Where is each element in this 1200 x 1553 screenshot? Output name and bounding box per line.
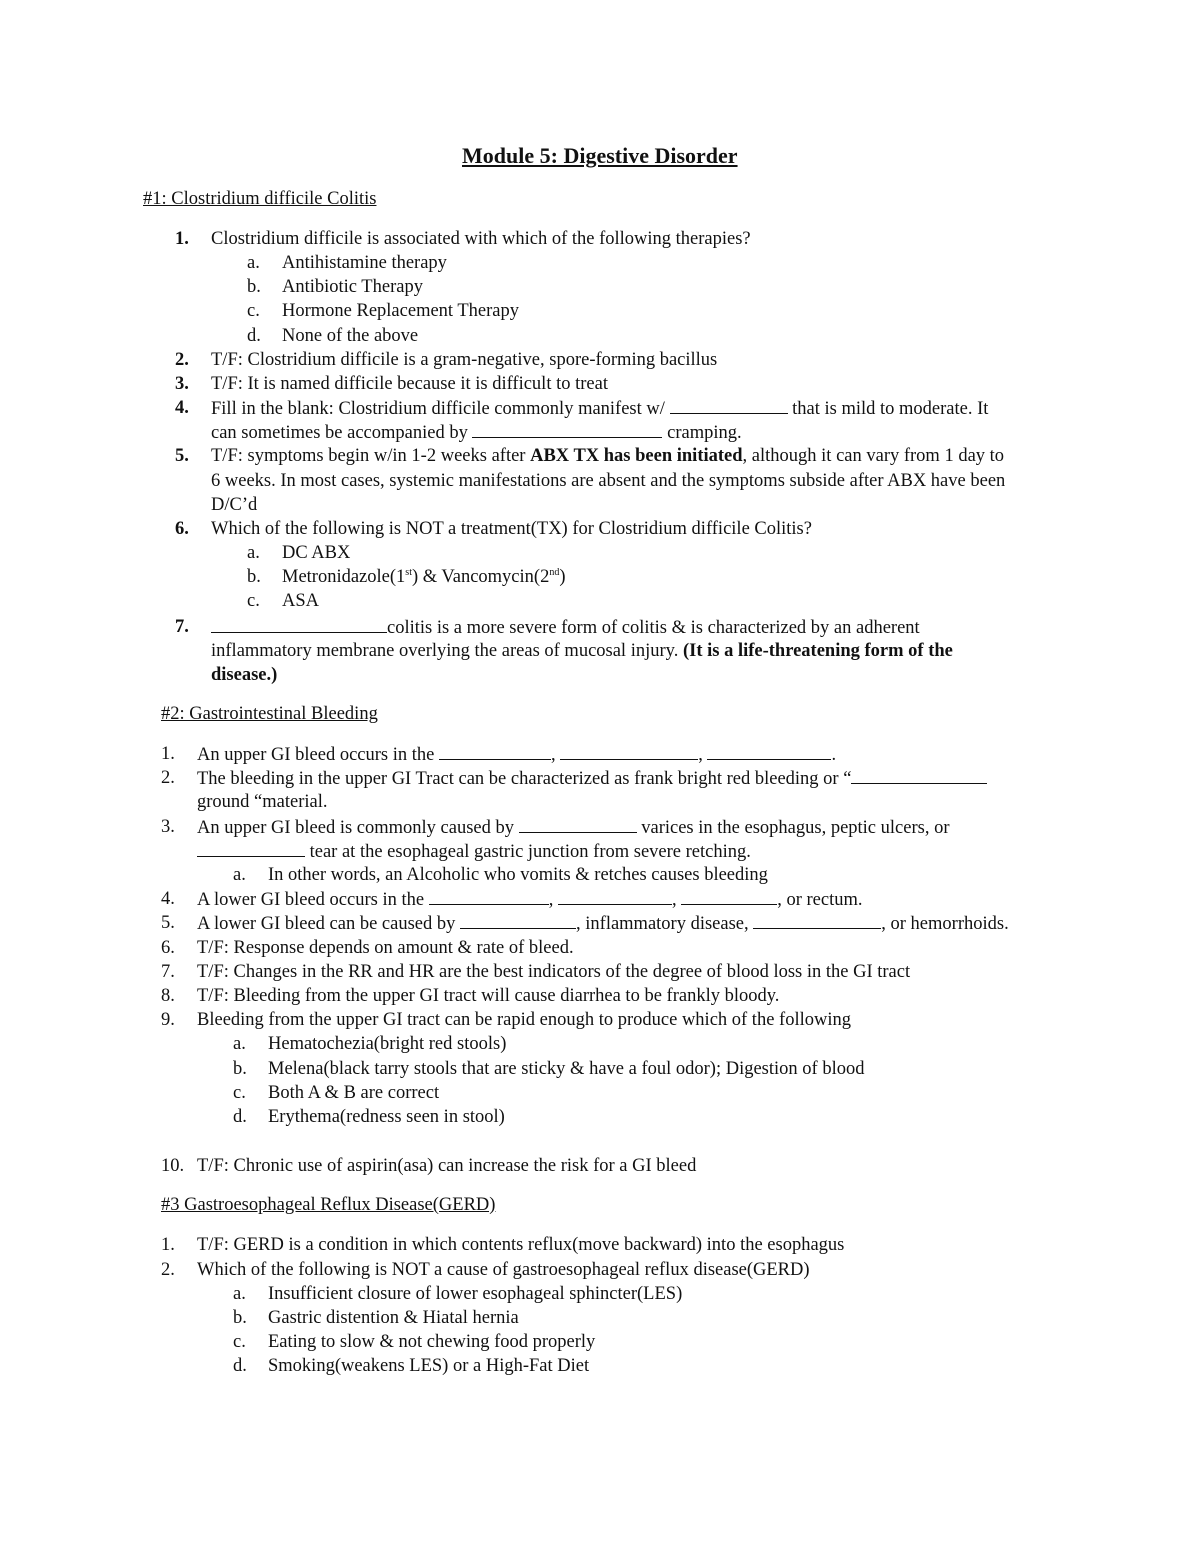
question-number: 7. (175, 617, 189, 637)
question-text: Clostridium difficile is associated with which of the following therapies? (211, 229, 751, 249)
option-text: Insufficient closure of lower esophageal sphincter(LES) (268, 1284, 683, 1304)
question-text: A lower GI bleed occurs in the , , , or rectum. (197, 887, 862, 912)
question-number: 7. (161, 962, 175, 982)
option-letter: a. (233, 865, 246, 885)
question-text: T/F: symptoms begin w/in 1-2 weeks after ABX TX has been initiated, although it can vary from 1 day to (211, 446, 1005, 466)
option-text: Antihistamine therapy (282, 253, 447, 273)
question-text-line: inflammatory membrane overlying the areas of mucosal injury. (It is a life-threatening form of the (211, 641, 953, 661)
option-text: Erythema(redness seen in stool) (268, 1107, 505, 1127)
question-text: T/F: Response depends on amount & rate of bleed. (197, 938, 574, 958)
section-heading-3: #3 Gastroesophageal Reflux Disease(GERD) (161, 1195, 496, 1215)
option-letter: a. (233, 1034, 246, 1054)
option-text: Gastric distention & Hiatal hernia (268, 1308, 519, 1328)
page-title: Module 5: Digestive Disorder (462, 143, 738, 168)
section-heading-1: #1: Clostridium difficile Colitis (143, 189, 377, 209)
option-text: Eating to slow & not chewing food properly (268, 1332, 596, 1352)
option-letter: d. (233, 1107, 247, 1127)
answer-blank (753, 911, 881, 929)
option-text: Hematochezia(bright red stools) (268, 1034, 507, 1054)
option-letter: c. (233, 1332, 246, 1352)
option-letter: b. (233, 1308, 247, 1328)
question-number: 2. (161, 1260, 175, 1280)
option-letter: a. (247, 543, 260, 563)
question-text: T/F: Chronic use of aspirin(asa) can increase the risk for a GI bleed (197, 1156, 697, 1176)
answer-blank (439, 742, 551, 760)
question-number: 6. (161, 938, 175, 958)
question-text: T/F: GERD is a condition in which contents reflux(move backward) into the esophagus (197, 1235, 845, 1255)
answer-blank (211, 615, 387, 633)
option-text: In other words, an Alcoholic who vomits & retches causes bleeding (268, 865, 768, 885)
option-text: Hormone Replacement Therapy (282, 301, 519, 321)
question-number: 6. (175, 519, 189, 539)
question-text: T/F: It is named difficile because it is difficult to treat (211, 374, 608, 394)
question-number: 3. (161, 817, 175, 837)
answer-blank (197, 839, 305, 857)
question-number: 5. (175, 446, 189, 466)
answer-blank (460, 911, 576, 929)
question-number: 1. (175, 229, 189, 249)
question-number: 3. (175, 374, 189, 394)
question-text-line: tear at the esophageal gastric junction from severe retching. (197, 839, 751, 864)
option-letter: a. (233, 1284, 246, 1304)
question-number: 10. (161, 1156, 185, 1176)
question-text: An upper GI bleed is commonly caused by varices in the esophagus, peptic ulcers, or (197, 815, 949, 840)
answer-blank (429, 887, 549, 905)
question-number: 9. (161, 1010, 175, 1030)
option-text: ASA (282, 591, 320, 611)
question-text: T/F: Changes in the RR and HR are the best indicators of the degree of blood loss in the GI tract (197, 962, 911, 982)
answer-blank (681, 887, 777, 905)
question-text-line: D/C’d (211, 495, 258, 515)
question-number: 1. (161, 744, 175, 764)
question-number: 5. (161, 913, 175, 933)
answer-blank (519, 815, 637, 833)
question-text-line: can sometimes be accompanied by cramping. (211, 420, 742, 445)
option-text: Metronidazole(1st) & Vancomycin(2nd) (282, 566, 566, 587)
option-letter: c. (247, 301, 260, 321)
option-letter: b. (247, 567, 261, 587)
question-text: colitis is a more severe form of colitis & is characterized by an adherent (211, 615, 920, 640)
question-text: A lower GI bleed can be caused by , inflammatory disease, , or hemorrhoids. (197, 911, 1009, 936)
option-letter: d. (233, 1356, 247, 1376)
option-text: Antibiotic Therapy (282, 277, 423, 297)
option-letter: c. (233, 1083, 246, 1103)
question-text-line: ground “material. (197, 792, 328, 812)
option-text: Both A & B are correct (268, 1083, 440, 1103)
question-number: 4. (161, 889, 175, 909)
question-text: T/F: Bleeding from the upper GI tract will cause diarrhea to be frankly bloody. (197, 986, 780, 1006)
option-text: Melena(black tarry stools that are sticky & have a foul odor); Digestion of blood (268, 1059, 865, 1079)
section-heading-2: #2: Gastrointestinal Bleeding (161, 704, 378, 724)
option-text: DC ABX (282, 543, 351, 563)
question-number: 1. (161, 1235, 175, 1255)
option-letter: b. (233, 1059, 247, 1079)
question-number: 2. (161, 768, 175, 788)
option-text: None of the above (282, 326, 419, 346)
question-text: The bleeding in the upper GI Tract can be characterized as frank bright red bleeding or “ (197, 766, 987, 791)
question-number: 4. (175, 398, 189, 418)
answer-blank (851, 766, 987, 784)
question-number: 2. (175, 350, 189, 370)
answer-blank (472, 420, 662, 438)
question-text: Bleeding from the upper GI tract can be rapid enough to produce which of the following (197, 1010, 851, 1030)
question-text: Fill in the blank: Clostridium difficile commonly manifest w/ that is mild to moderate. It (211, 396, 988, 421)
option-letter: b. (247, 277, 261, 297)
answer-blank (670, 396, 788, 414)
option-letter: c. (247, 591, 260, 611)
question-text: T/F: Clostridium difficile is a gram-negative, spore-forming bacillus (211, 350, 718, 370)
answer-blank (707, 742, 831, 760)
answer-blank (560, 742, 698, 760)
answer-blank (558, 887, 672, 905)
question-text-line: 6 weeks. In most cases, systemic manifestations are absent and the symptoms subside after ABX have been (211, 471, 1006, 491)
option-text: Smoking(weakens LES) or a High-Fat Diet (268, 1356, 590, 1376)
question-text: Which of the following is NOT a treatment(TX) for Clostridium difficile Colitis? (211, 519, 812, 539)
question-text: An upper GI bleed occurs in the , , . (197, 742, 836, 767)
question-text: Which of the following is NOT a cause of gastroesophageal reflux disease(GERD) (197, 1260, 810, 1280)
question-number: 8. (161, 986, 175, 1006)
question-text-line: disease.) (211, 665, 278, 685)
option-letter: a. (247, 253, 260, 273)
option-letter: d. (247, 326, 261, 346)
